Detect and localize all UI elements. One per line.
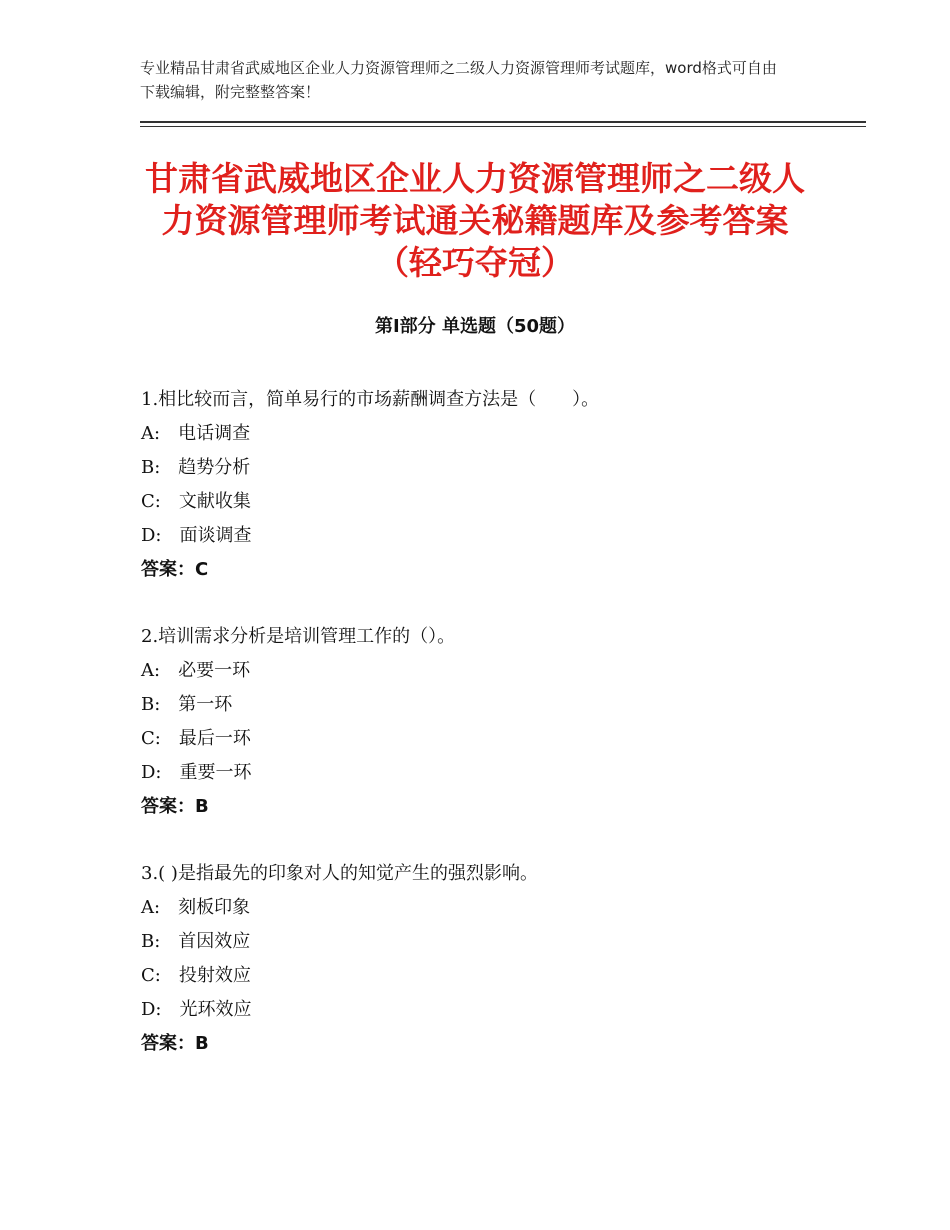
answer: 答案：B [141,1033,209,1054]
option-d: D: 光环效应 [141,999,252,1020]
question-stem: 3.( )是指最先的印象对人的知觉产生的强烈影响。 [141,863,538,884]
header-rule-thin [140,126,866,127]
question-2 [141,620,841,824]
option-c: C: 最后一环 [141,728,251,749]
question-list [141,383,841,1094]
answer: 答案：B [141,796,209,817]
option-c: C: 文献收集 [141,491,251,512]
option-d: D: 面谈调查 [141,525,252,546]
header-rule-thick [140,121,866,123]
section-heading: 第Ⅰ部分 单选题（50题） [374,316,575,337]
option-b: B: 首因效应 [141,931,251,952]
header-note: 专业精品甘肃省武威地区企业人力资源管理师之二级人力资源管理师考试题库，word格式可自由下载编辑，附完整整答案！ [140,59,777,101]
option-b: B: 趋势分析 [141,457,251,478]
question-1 [141,383,841,587]
option-d: D: 重要一环 [141,762,252,783]
option-b: B: 第一环 [141,694,233,715]
option-c: C: 投射效应 [141,965,251,986]
question-stem: 2.培训需求分析是培训管理工作的（）。 [141,626,456,647]
question-stem: 1.相比较而言，简单易行的市场薪酬调查方法是（ ）。 [141,389,600,410]
option-a: A: 必要一环 [141,660,251,681]
option-a: A: 电话调查 [141,423,251,444]
question-3 [141,857,841,1061]
answer: 答案：C [141,559,209,580]
document-title: 甘肃省武威地区企业人力资源管理师之二级人力资源管理师考试通关秘籍题库及参考答案（轻巧夺冠） [145,159,805,282]
option-a: A: 刻板印象 [141,897,251,918]
